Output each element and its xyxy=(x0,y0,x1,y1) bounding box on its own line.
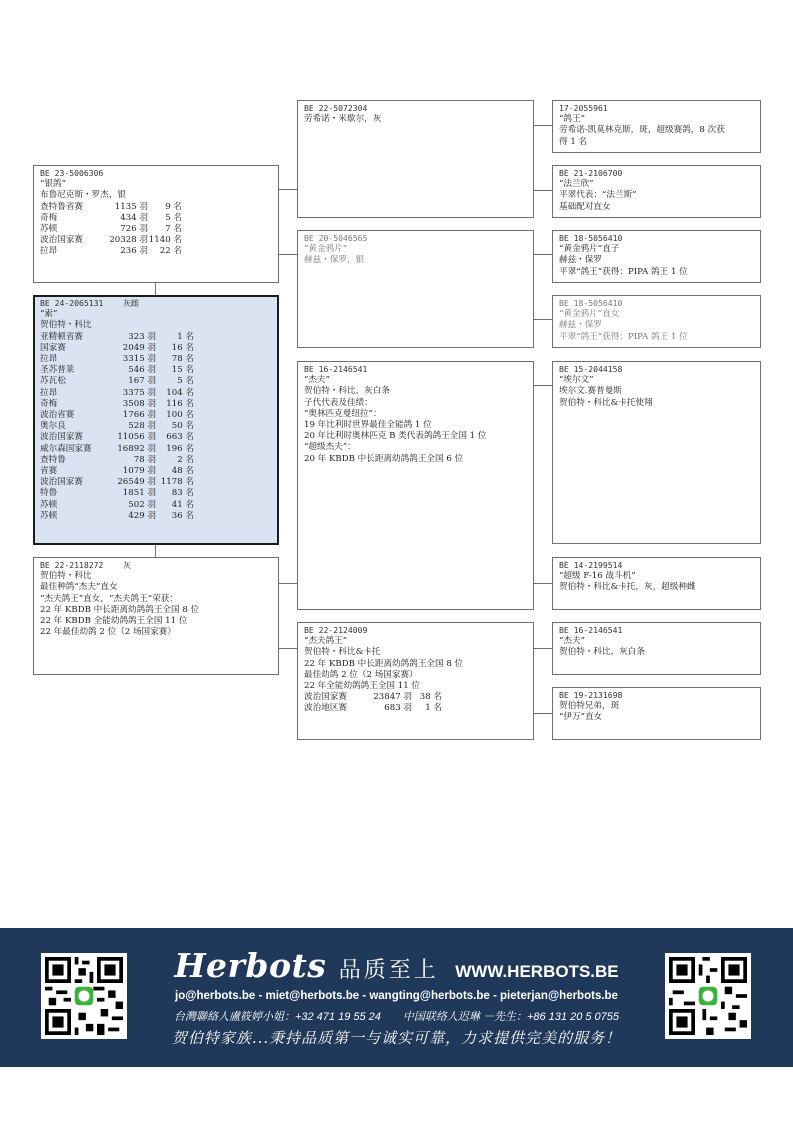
ring-number: BE 20-5046565 xyxy=(304,233,368,243)
info-line: 22 年全能幼鸽鸽王全国 11 位 xyxy=(304,681,421,692)
connector-line xyxy=(279,648,297,649)
family-motto: 贺伯特家族...秉持品质第一与诚实可靠，力求提供完美的服务！ xyxy=(171,1029,622,1047)
placing: 48 名 xyxy=(171,466,194,477)
contact-numbers: 台灣聯絡人盧筱婷小姐：+32 471 19 55 24 中国联络人迟琳 －先生：+86 131 20 5 0755 xyxy=(173,1011,620,1023)
ring-number: BE 14-2199514 xyxy=(559,560,623,570)
result-row xyxy=(40,444,274,455)
entry-count: 78 羽 xyxy=(133,454,156,465)
ring-number: BE 24-2065131 灰雌 xyxy=(40,298,140,308)
ring-number: 17-2055961 xyxy=(559,103,608,113)
race-name: 波治国家赛 xyxy=(40,235,83,246)
entry-count: 1135 羽 xyxy=(114,201,148,212)
entry-count: 502 羽 xyxy=(128,499,156,510)
result-row xyxy=(40,202,274,213)
placing: 38 名 xyxy=(419,692,442,703)
placing: 36 名 xyxy=(171,510,194,521)
race-name: 拉昂 xyxy=(40,387,58,398)
info-line: 子代代表及佳绩： xyxy=(304,397,373,408)
result-row xyxy=(40,477,274,488)
info-line: “杰夫鸽王”直女，“杰夫鸽王”荣获： xyxy=(40,593,178,604)
info-line: 22 年 KBDB 全能幼鸽鸽王全国 11 位 xyxy=(40,616,188,627)
ssd-card xyxy=(552,165,761,218)
ring-number: BE 22-2118272 灰 xyxy=(40,560,131,570)
result-row xyxy=(40,354,274,365)
connector-line xyxy=(279,254,297,255)
info-line: 22 年 KBDB 中长距离幼鸽鸽王全国 8 位 xyxy=(40,604,200,615)
info-line: 贺伯特・科比 xyxy=(40,571,92,582)
info-line: 20 年比利时奥林匹克 B 类代表鸽鸽王全国 1 位 xyxy=(304,431,487,442)
info-line: 平翠代表：“法兰斯” xyxy=(559,190,637,201)
placing: 100 名 xyxy=(166,410,194,421)
result-row xyxy=(40,376,274,387)
result-row xyxy=(40,235,274,246)
entry-count: 3508 羽 xyxy=(122,398,156,409)
info-line: 最佳种鸽“杰夫”直女 xyxy=(40,582,118,593)
ring-number: BE 22-5072304 xyxy=(304,103,368,113)
info-line: “超级 F-16 战斗机” xyxy=(559,571,636,582)
placing: 22 名 xyxy=(159,246,182,257)
result-row xyxy=(40,365,274,376)
race-name: 省赛 xyxy=(40,466,58,477)
result-row xyxy=(40,511,274,522)
placing: 7 名 xyxy=(165,224,182,235)
result-row xyxy=(40,213,274,224)
info-line: 劳希诺-凯莫林克斯，斑，超级赛鸽，8 次获 xyxy=(559,125,725,136)
footer-banner xyxy=(0,928,793,1067)
race-name: 奥尔良 xyxy=(40,421,66,432)
placing: 116 名 xyxy=(166,398,194,409)
result-row xyxy=(304,692,529,703)
connector-line xyxy=(534,319,552,320)
info-line: 贺伯特兄弟，斑 xyxy=(559,701,620,712)
info-line: 平翠“鸽王”获得：PIPA 鸽王 1 位 xyxy=(559,331,688,342)
entry-count: 11056 羽 xyxy=(117,432,156,443)
race-name: 波治省赛 xyxy=(40,410,75,421)
placing: 1 名 xyxy=(177,331,194,342)
entry-count: 429 羽 xyxy=(128,510,156,521)
placing: 83 名 xyxy=(171,488,194,499)
entry-count: 726 羽 xyxy=(120,224,148,235)
info-line: 劳希诺・米歇尔，灰 xyxy=(304,114,382,125)
dsd-card xyxy=(552,557,761,610)
result-row xyxy=(40,432,274,443)
qr-code-right[interactable] xyxy=(665,953,751,1039)
race-name: 奇梅 xyxy=(40,212,58,223)
info-line: 平翠“鸽王”获得：PIPA 鸽王 1 位 xyxy=(559,266,688,277)
entry-count: 2049 羽 xyxy=(122,342,156,353)
entry-count: 167 羽 xyxy=(128,376,156,387)
entry-count: 1079 羽 xyxy=(122,466,156,477)
brand-logo: Herbots xyxy=(174,946,327,985)
sds-card xyxy=(552,230,761,283)
entry-count: 528 羽 xyxy=(128,421,156,432)
ring-number: BE 15-2044158 xyxy=(559,364,623,374)
dam-card xyxy=(33,557,279,675)
dss-card xyxy=(552,361,761,544)
info-line: “超级杰夫”： xyxy=(304,442,356,453)
race-name: 苏顿 xyxy=(40,510,58,521)
ring-number: BE 18-5056410 xyxy=(559,298,623,308)
entry-count: 3375 羽 xyxy=(122,387,156,398)
entry-count: 1766 羽 xyxy=(122,410,156,421)
dam-sire-card xyxy=(297,361,534,610)
info-line: “杰夫” xyxy=(304,375,330,386)
placing: 663 名 xyxy=(166,432,194,443)
connector-line xyxy=(534,583,552,584)
info-line: 22 年 KBDB 中长距离幼鸽鸽王全国 8 位 xyxy=(304,658,464,669)
race-name: 特鲁 xyxy=(40,488,58,499)
result-row xyxy=(40,343,274,354)
ring-number: BE 23-5006306 xyxy=(40,168,104,178)
info-line: 20 年 KBDB 中长距离幼鸽鸽王全国 6 位 xyxy=(304,453,464,464)
info-line: “埃尔文” xyxy=(559,375,594,386)
connector-line xyxy=(534,713,552,714)
placing: 2 名 xyxy=(177,454,194,465)
info-line: 贺伯特・科比&卡托使翔 xyxy=(559,397,653,408)
connector-line xyxy=(534,125,552,126)
connector-line xyxy=(279,583,297,584)
race-name: 圣苏普莱 xyxy=(40,365,75,376)
info-line: “法兰欣” xyxy=(559,179,594,190)
placing: 1140 名 xyxy=(148,235,182,246)
placing: 104 名 xyxy=(166,387,194,398)
placing: 41 名 xyxy=(171,499,194,510)
info-line: “杰夫” xyxy=(559,636,585,647)
info-line: “奥林匹克曼纽拉”： xyxy=(304,408,382,419)
result-row xyxy=(40,388,274,399)
entry-count: 236 羽 xyxy=(120,246,148,257)
ddd-card xyxy=(552,687,761,740)
result-row xyxy=(40,246,274,257)
race-name: 苏顿 xyxy=(40,499,58,510)
result-row xyxy=(40,332,274,343)
info-line: 最佳幼鸽 2 位（2 场国家赛） xyxy=(304,669,418,680)
pigeon-name: “银鸽” xyxy=(40,179,66,190)
race-name: 拉昂 xyxy=(40,354,58,365)
result-row xyxy=(40,410,274,421)
placing: 5 名 xyxy=(177,376,194,387)
info-line: 贺伯特・科比&卡托 xyxy=(304,647,381,658)
connector-line xyxy=(534,648,552,649)
placing: 15 名 xyxy=(171,365,194,376)
connector-line xyxy=(155,283,156,295)
race-name: 波治国家赛 xyxy=(40,432,83,443)
website-link[interactable]: WWW.HERBOTS.BE xyxy=(455,962,619,981)
result-row xyxy=(40,421,274,432)
sss-card xyxy=(552,100,761,153)
sire-dam-card xyxy=(297,230,534,348)
connector-line xyxy=(155,545,156,557)
entry-count: 683 羽 xyxy=(384,703,412,714)
race-name: 苏顿 xyxy=(40,224,58,235)
info-line: “黄金鸦片”直子 xyxy=(559,244,620,255)
race-name: 查特鲁 xyxy=(40,454,66,465)
info-line: 贺伯特・科比 xyxy=(40,320,92,331)
race-name: 奇梅 xyxy=(40,398,58,409)
placing: 1 名 xyxy=(425,703,442,714)
email-list[interactable]: jo@herbots.be - miet@herbots.be - wangting@herbots.be - pieterjan@herbots.be xyxy=(175,990,618,1002)
placing: 16 名 xyxy=(171,342,194,353)
info-line: “黄金鸦片”直女 xyxy=(559,309,620,320)
ring-number: BE 22-2124009 xyxy=(304,625,368,635)
race-name: 国家赛 xyxy=(40,342,66,353)
info-line: 埃尔文.赛普曼斯 xyxy=(559,386,622,397)
connector-line xyxy=(279,189,297,190)
race-name: 苏瓦松 xyxy=(40,376,66,387)
placing: 50 名 xyxy=(171,421,194,432)
info-line: 贺伯特・科比，灰白条 xyxy=(559,647,645,658)
dds-card xyxy=(552,622,761,675)
race-name: 波治地区赛 xyxy=(304,703,347,714)
ring-number: BE 16-2146541 xyxy=(304,364,368,374)
wechat-qr-icon xyxy=(669,957,747,1035)
connector-line xyxy=(534,190,552,191)
placing: 5 名 xyxy=(165,212,182,223)
race-name: 查特鲁省赛 xyxy=(40,201,83,212)
ring-number: BE 18-5056410 xyxy=(559,233,623,243)
result-row xyxy=(40,399,274,410)
ring-number: BE 16-2146541 xyxy=(559,625,623,635)
info-line: 得 1 名 xyxy=(559,136,588,147)
result-row xyxy=(40,488,274,499)
race-name: 威尔森国家赛 xyxy=(40,443,92,454)
subject-card xyxy=(33,295,279,545)
info-line: 赫兹・保罗，银 xyxy=(304,255,365,266)
placing: 9 名 xyxy=(165,201,182,212)
entry-count: 1851 羽 xyxy=(122,488,156,499)
entry-count: 26549 羽 xyxy=(117,477,156,488)
entry-count: 434 羽 xyxy=(120,212,148,223)
race-name: 波治国家赛 xyxy=(40,477,83,488)
info-line: 基础配对直女 xyxy=(559,201,611,212)
placing: 196 名 xyxy=(166,443,194,454)
result-row xyxy=(40,455,274,466)
info-line: 19 年比利时世界最佳全能鸽 1 位 xyxy=(304,420,432,431)
sire-card xyxy=(33,165,279,283)
ring-number: BE 19-2131698 xyxy=(559,690,623,700)
dam-dam-card xyxy=(297,622,534,740)
pigeon-name: “索” xyxy=(40,309,58,320)
info-line: “伊万”直女 xyxy=(559,712,603,723)
info-line: 贺伯特・科比，灰白条 xyxy=(304,386,390,397)
placing: 1178 名 xyxy=(160,477,194,488)
entry-count: 323 羽 xyxy=(128,331,156,342)
entry-count: 3315 羽 xyxy=(122,354,156,365)
entry-count: 20328 羽 xyxy=(109,235,148,246)
connector-line xyxy=(534,385,552,386)
entry-count: 546 羽 xyxy=(128,365,156,376)
placing: 78 名 xyxy=(171,354,194,365)
race-name: 波治国家赛 xyxy=(304,692,347,703)
result-row xyxy=(304,703,529,714)
info-line: 赫兹・保罗 xyxy=(559,255,602,266)
connector-line xyxy=(534,254,552,255)
race-name: 亚精顿省赛 xyxy=(40,331,83,342)
entry-count: 23847 羽 xyxy=(373,692,412,703)
info-line: “鸽王” xyxy=(559,114,585,125)
info-line: 赫兹・保罗 xyxy=(559,320,602,331)
ring-number: BE 21-2106700 xyxy=(559,168,623,178)
brand-slogan: 品质至上 xyxy=(338,958,439,983)
result-row xyxy=(40,466,274,477)
entry-count: 16892 羽 xyxy=(117,443,156,454)
sdd-card xyxy=(552,295,761,348)
info-line: 布鲁尼克斯・罗杰，银 xyxy=(40,190,126,201)
sire-sire-card xyxy=(297,100,534,218)
race-name: 拉昂 xyxy=(40,246,58,257)
info-line: 贺伯特・科比&卡托，灰，超级种雌 xyxy=(559,582,696,593)
info-line: “黄金鸦片” xyxy=(304,244,348,255)
result-row xyxy=(40,500,274,511)
info-line: 22 年最佳幼鸽 2 位（2 场国家赛） xyxy=(40,627,176,638)
result-row xyxy=(40,224,274,235)
info-line: “杰夫鸽王” xyxy=(304,636,348,647)
